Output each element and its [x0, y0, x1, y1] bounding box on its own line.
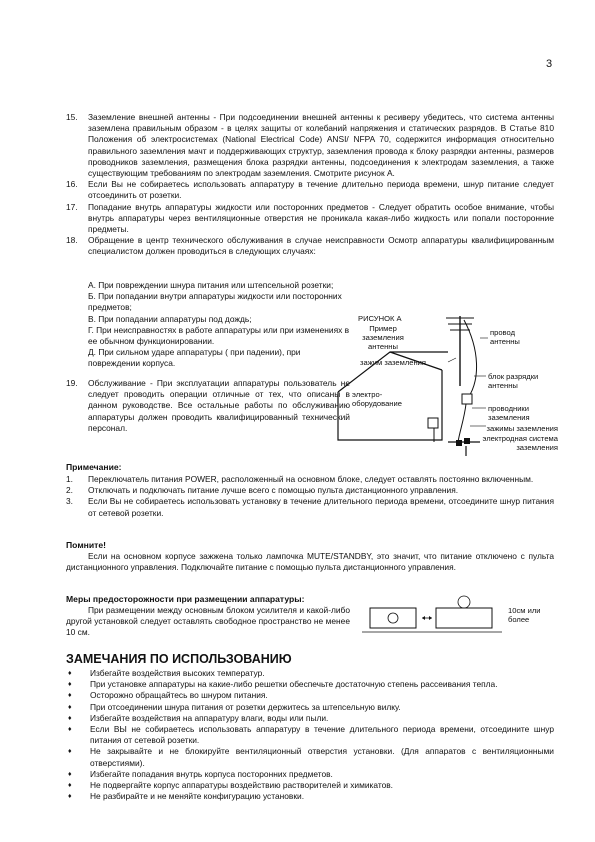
bullet-icon: ♦ [68, 670, 72, 677]
sub-item: Г. При неисправностях в работе аппаратуры или при изменениях в ее обычном функционировании. [88, 324, 350, 347]
list-item: 1. Переключатель питания POWER, расположенный на основном блоке, следует оставлять постоянно включенным. [66, 474, 534, 484]
bullet-icon: ♦ [68, 770, 72, 778]
figure-a-grounding [330, 310, 560, 460]
label-discharge: блок разрядки антенны [488, 372, 539, 390]
list-item: 16. Если Вы не собираетесь использовать аппаратуру в течение длительно периода времени, шнур питание следует отсоединить от розетки. [66, 179, 554, 201]
list-item: 19. Обслуживание - При эксплуатации аппаратуры пользователь не следует проводить операции отличные от тех, что описаны в данном руководстве. Все остальные работы по обслуживанию аппаратуры должен проводить квалифицированный технический персонал. [66, 378, 350, 433]
label-conductors: проводники заземления [488, 404, 530, 422]
list-item: 3. Если Вы не собираетесь использовать установку в течение длительного периода времени, отсоедините шнур питания от сетевой розетки. [66, 496, 554, 518]
bullet-icon: ♦ [68, 726, 72, 734]
list-item: ♦ При отсоединении шнура питания от розетки держитесь за штепсельную вилку. [68, 701, 401, 712]
list-item: 17. Попадание внутрь аппаратуры жидкости или посторонних предметов - Следует обратить особое внимание, чтобы внутрь аппаратуры через вентиляционные отверстия не проникала какая-либо жидкость или попали посторонние предметы. [66, 201, 554, 235]
note-list [66, 474, 554, 519]
safety-list [66, 112, 554, 258]
usage-list [66, 668, 554, 802]
list-item: ♦ Не закрывайте и не блокируйте вентиляционный отверстия установки. (Для аппаратов с вентиляционными отверстиями). [68, 746, 554, 768]
item19 [66, 378, 350, 434]
spacing-figure [356, 592, 556, 642]
bullet-icon: ♦ [68, 782, 72, 790]
list-item: ♦ Если ВЫ не собираетесь использовать аппаратуру в течение длительного периода времени, отсоедините шнур питания от сетевой розетки. [68, 724, 554, 746]
list-item: ♦ Избегайте воздействия высоких температур. [68, 668, 265, 678]
figure-title: РИСУНОК А [358, 314, 402, 323]
bullet-icon: ♦ [68, 793, 72, 801]
figure-example: Пример заземления антенны [362, 324, 404, 351]
list-item: ♦ Осторожно обращайтесь во шнуром питания. [68, 690, 268, 701]
list-item: ♦ При установке аппаратуры на какие-либо решетки обеспечьте достаточную степень рассеивания тепла. [68, 679, 498, 690]
sub-item: А. При повреждении шнура питания или штепсельной розетки; [88, 280, 334, 290]
list-item: ♦ Не подвергайте корпус аппаратуры воздействию растворителей и химикатов. [68, 780, 394, 791]
list-item: 15. Заземление внешней антенны - При подсоединении внешней антенны к ресиверу убедитесь, что система антенны заземлена правильным образом - в целях защиты от колебаний напряжения и статических разрядов. В Статье 810 Положения об электросистемах (National Electrical Code) ANSI/ NFPA 70, содержится информация относительно правильного заземления мачт и поддерживающих структур, заземления провода к блоку разрядки антенны, размеров проводников заземления, размещения блока разрядки антенны, подсоединения к электродам заземления, а также существующим требованиям по электродам заземления. Смотрите рисунок А. [66, 112, 554, 179]
bullet-icon: ♦ [68, 748, 72, 756]
label-clamp: зажим заземления [360, 358, 427, 367]
sub-item: Д. При сильном ударе аппаратуры ( при падении), при повреждении корпуса. [88, 347, 301, 369]
precaution-title: Меры предосторожности при размещении аппаратуры: [66, 594, 305, 604]
item18-sublist [88, 280, 350, 370]
bullet-icon: ♦ [68, 703, 72, 711]
remember-text: Если на основном корпусе зажжена только лампочка MUTE/STANDBY, это значит, что питание отключено с пульта дистанционного управления. Подключайте питание с помощью пульта дистанционного управления. [66, 551, 554, 573]
list-item: ♦ Избегайте воздействия на аппаратуру влаги, воды или пыли. [68, 712, 329, 723]
spacing-diagram-icon [356, 592, 506, 642]
page-number: 3 [546, 58, 553, 70]
list-item: ♦ Избегайте попадания внутрь корпуса посторонних предметов. [68, 768, 333, 779]
bullet-icon: ♦ [68, 681, 72, 689]
spacing-label: 10см или более [508, 606, 541, 624]
list-item: 18. Обращение в центр технического обслуживания в случае неисправности Осмотр аппаратуры квалифицированным специалистом должен проводиться в следующих случаях: [66, 235, 554, 257]
bullet-icon: ♦ [68, 692, 72, 700]
list-item: ♦ Не разбирайте и не меняйте конфигурацию установки. [68, 791, 305, 802]
bullet-icon: ♦ [68, 714, 72, 722]
list-item: 2. Отключать и подключать питание лучше всего с помощью пульта дистанционного управления. [66, 485, 459, 496]
label-equipment: электро- оборудование [352, 390, 402, 408]
label-wire: провод антенны [490, 328, 520, 346]
label-clamps: зажимы заземления [486, 424, 558, 433]
usage-title: ЗАМЕЧАНИЯ ПО ИСПОЛЬЗОВАНИЮ [66, 652, 292, 666]
label-system: электродная система заземления [482, 434, 558, 452]
note-title: Примечание: [66, 462, 122, 472]
precaution-text: При размещении между основным блоком усилителя и какой-либо другой установкой следует оставлять свободное пространство не менее 10 см. [66, 605, 350, 638]
remember-title: Помните! [66, 540, 106, 550]
sub-item: В. При попадании аппаратуры под дождь; [88, 313, 252, 324]
sub-item: Б. При попадании внутри аппаратуры жидкости или посторонних предметов; [88, 291, 342, 313]
